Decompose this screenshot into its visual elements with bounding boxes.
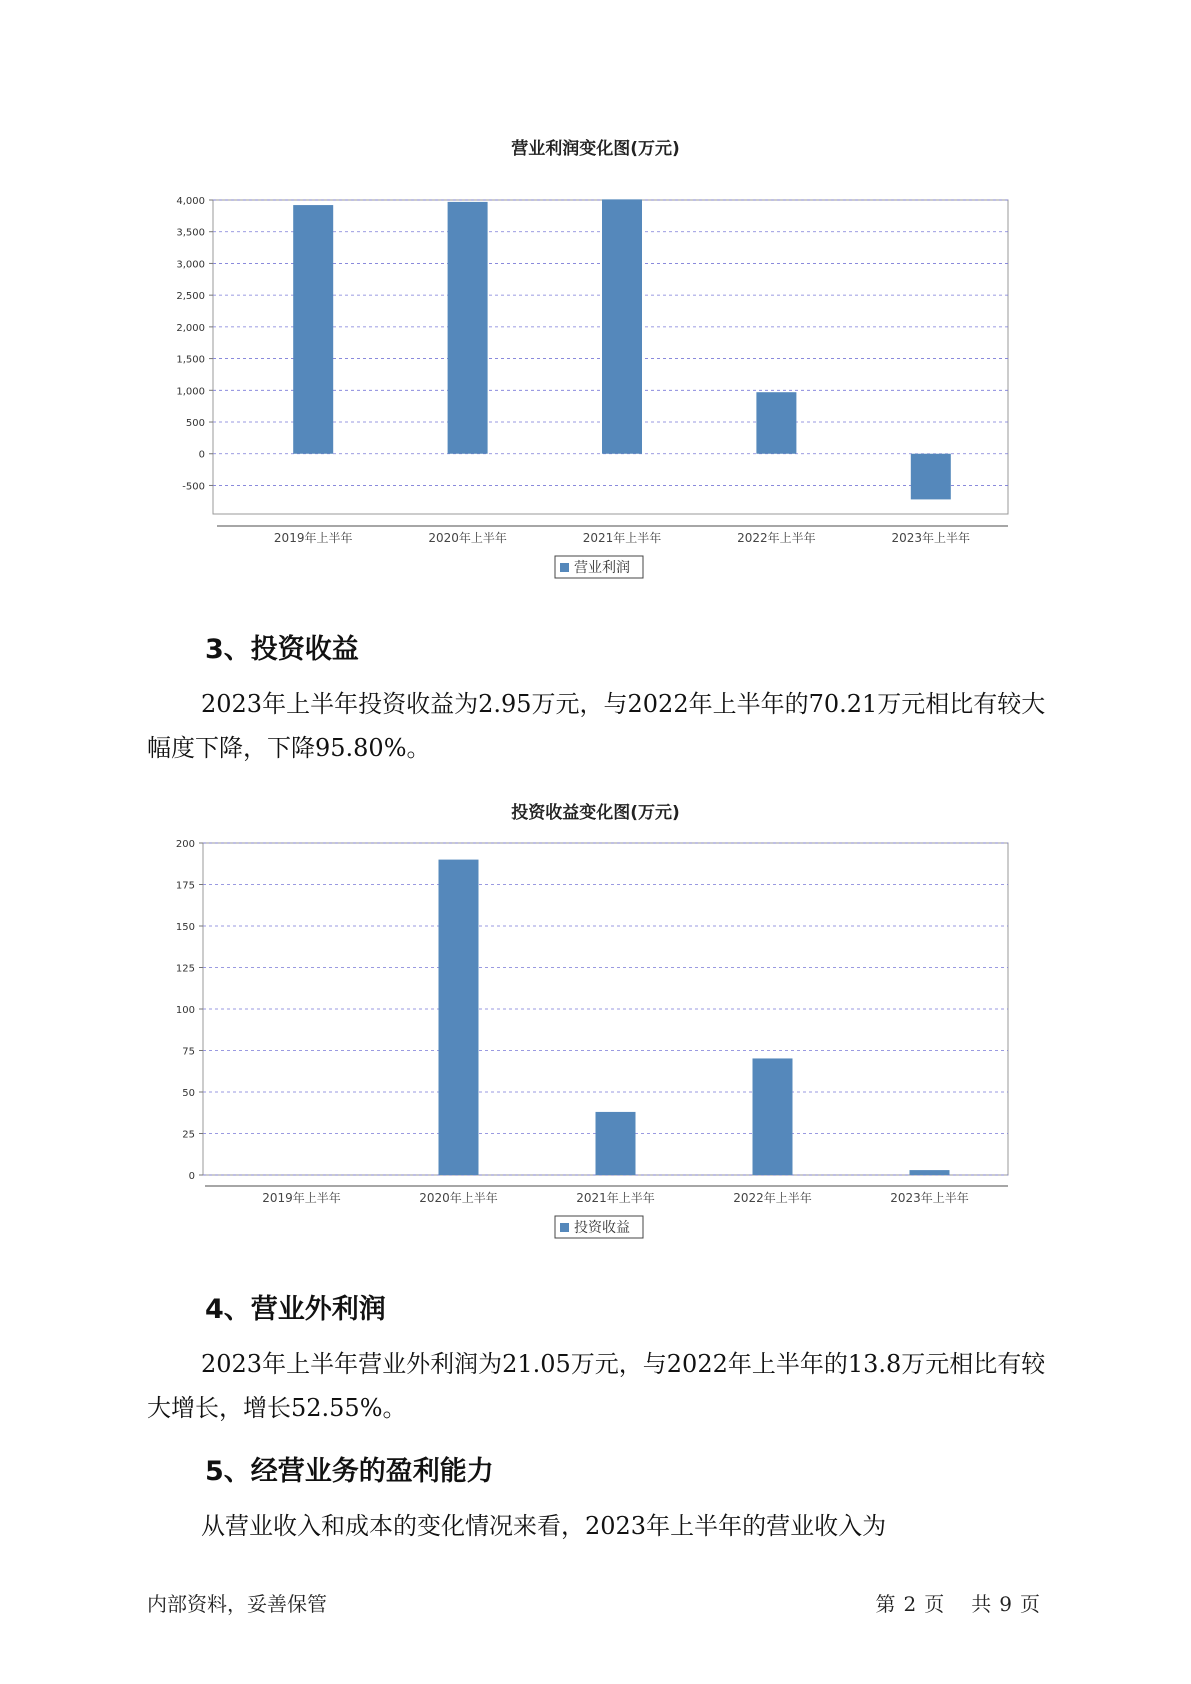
- chart1-ytick-label: 2,500: [176, 291, 205, 303]
- chart1-ytick-label: 2,000: [176, 322, 205, 334]
- chart2-bar: [910, 1170, 950, 1175]
- chart2-xtick-label: 2023年上半年: [890, 1191, 969, 1205]
- chart1-ytick-label: 500: [185, 418, 205, 430]
- footer-page-info: [871, 1588, 1044, 1617]
- chart1-xtick-label: 2020年上半年: [428, 531, 507, 545]
- chart2-xtick-label: 2021年上半年: [576, 1191, 655, 1205]
- footer-page-num: 2: [903, 1592, 917, 1616]
- chart2-ytick-label: 125: [175, 963, 195, 975]
- chart1-legend-label: 营业利润: [574, 560, 630, 576]
- chart1-bar: [602, 199, 642, 453]
- chart2-bar: [753, 1058, 793, 1175]
- chart2-investment-income: [0, 830, 1191, 1260]
- chart2-legend-label: 投资收益: [574, 1220, 630, 1236]
- chart2-legend-swatch: [560, 1223, 569, 1232]
- chart2-bar: [596, 1112, 636, 1175]
- chart1-ytick-label: 0: [198, 449, 205, 461]
- chart2-xtick-label: 2019年上半年: [262, 1191, 341, 1205]
- chart1-operating-profit: [0, 160, 1191, 600]
- chart2-ytick-label: 75: [182, 1046, 195, 1058]
- footer-total-num: 9: [999, 1592, 1012, 1616]
- chart2-ytick-label: 200: [175, 839, 195, 850]
- section-heading-investment: 3、投资收益: [205, 634, 359, 665]
- section-heading-profitability: 5、经营业务的盈利能力: [205, 1456, 494, 1487]
- section-heading-non-operating: 4、营业外利润: [205, 1294, 386, 1325]
- chart1-xtick-label: 2023年上半年: [891, 531, 971, 545]
- chart2-ytick-label: 150: [175, 922, 195, 933]
- chart1-bar: [293, 205, 333, 454]
- chart1-ytick-label: -500: [182, 481, 205, 493]
- chart2-ytick-label: 175: [175, 880, 195, 892]
- chart2-title: 投资收益变化图(万元): [511, 803, 680, 823]
- chart2-ytick-label: 50: [182, 1088, 195, 1099]
- footer-confidential: 内部资料，妥善保管: [147, 1592, 327, 1616]
- chart2-xtick-label: 2022年上半年: [733, 1191, 812, 1205]
- chart2-xtick-label: 2020年上半年: [419, 1191, 498, 1205]
- footer-total-pre: 共: [971, 1592, 992, 1616]
- chart1-bar: [911, 454, 951, 500]
- chart1-title: 营业利润变化图(万元): [511, 139, 680, 159]
- footer-page-mid: 页: [924, 1592, 945, 1616]
- chart2-bar: [439, 860, 479, 1175]
- chart1-bar: [756, 392, 796, 454]
- chart1-xtick-label: 2022年上半年: [737, 531, 816, 545]
- chart2-ytick-label: 25: [182, 1129, 195, 1141]
- footer-page-pre: 第: [875, 1592, 896, 1616]
- chart1-ytick-label: 1,000: [176, 386, 205, 398]
- footer-total-post: 页: [1020, 1592, 1040, 1616]
- chart2-ytick-label: 0: [188, 1171, 195, 1182]
- para-investment: 2023年上半年投资收益为2.95万元，与2022年上半年的70.21万元相比有较大幅度下降，下降95.80%。: [147, 690, 1046, 762]
- chart1-ytick-label: 3,000: [176, 259, 205, 271]
- chart1-bar: [448, 202, 488, 454]
- para-profitability: 从营业收入和成本的变化情况来看，2023年上半年的营业收入为: [201, 1512, 887, 1540]
- chart1-ytick-label: 4,000: [176, 196, 205, 207]
- chart1-ytick-label: 3,500: [176, 227, 205, 239]
- chart1-xtick-label: 2019年上半年: [273, 531, 353, 545]
- chart1-ytick-label: 1,500: [176, 354, 205, 366]
- chart1-legend-swatch: [560, 563, 569, 572]
- chart2-ytick-label: 100: [175, 1005, 195, 1016]
- chart1-xtick-label: 2021年上半年: [582, 531, 662, 545]
- para-non-operating: 2023年上半年营业外利润为21.05万元，与2022年上半年的13.8万元相比有较大增长，增长52.55%。: [147, 1350, 1046, 1422]
